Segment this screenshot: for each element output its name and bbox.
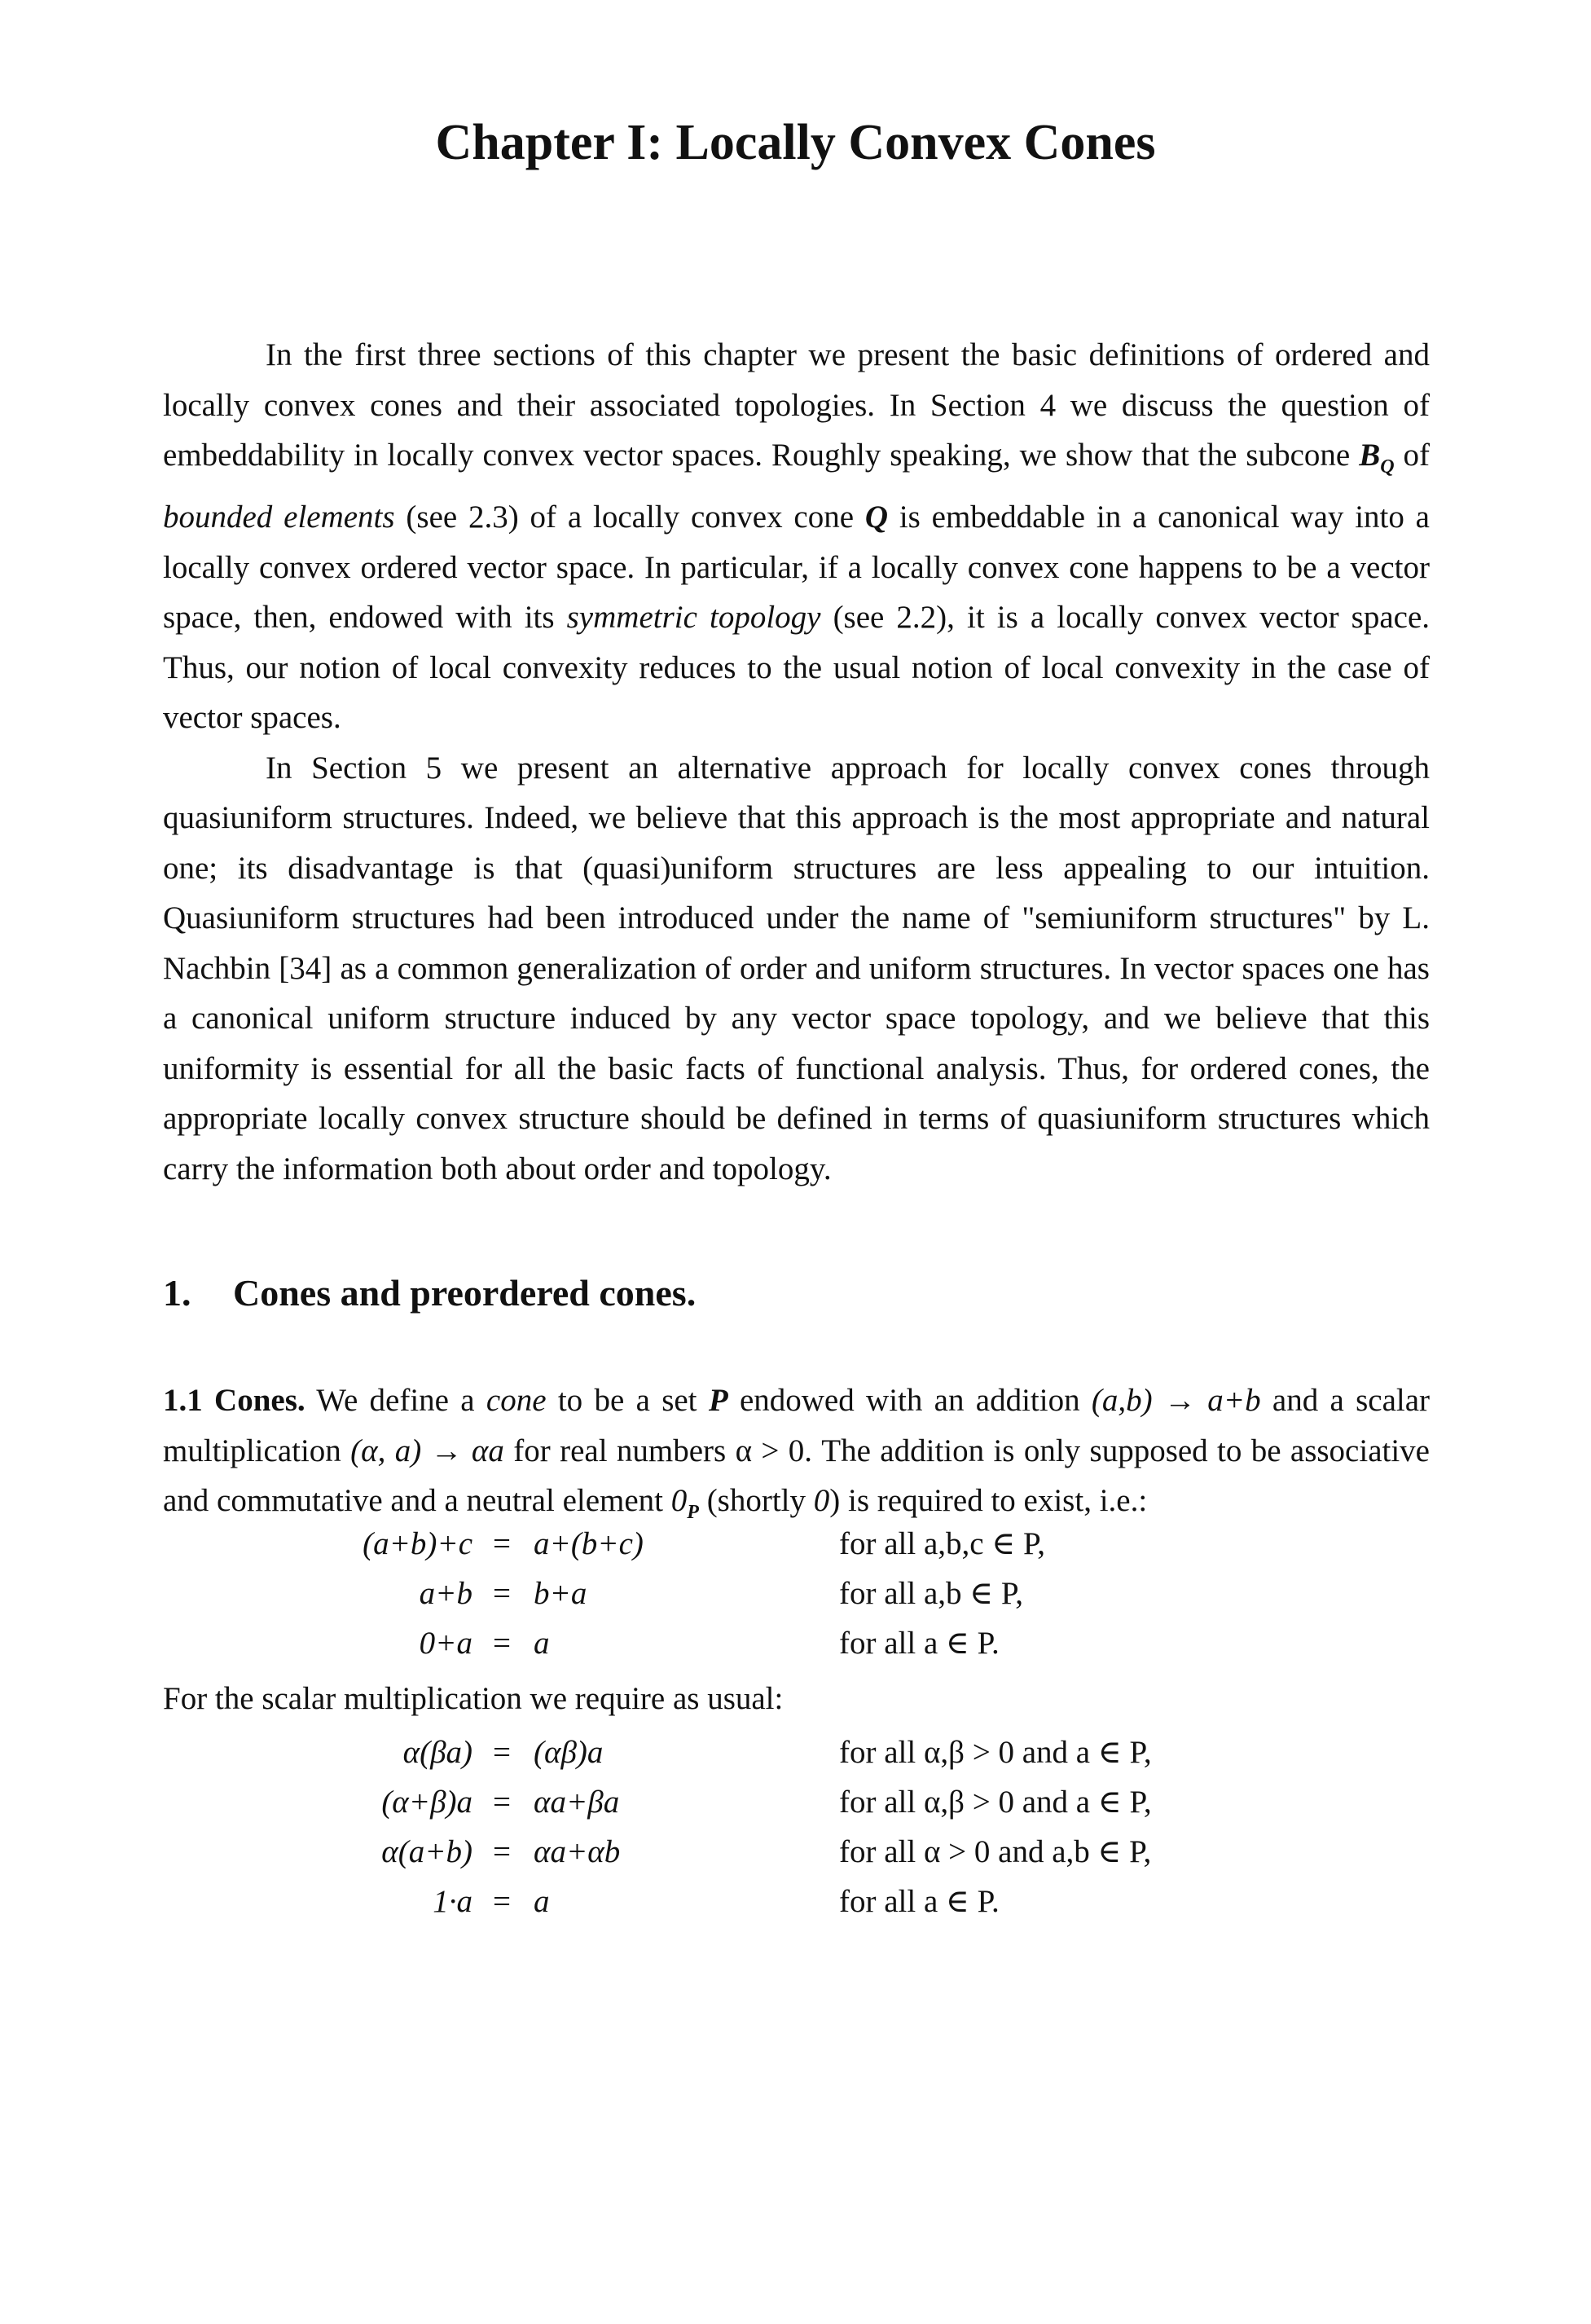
section-number: 1. xyxy=(163,1272,191,1314)
chapter-introduction xyxy=(163,330,1430,1194)
section-heading xyxy=(163,1271,696,1314)
equation-row: (a+b)+c = a+(b+c) for all a,b,c ∈ P, xyxy=(363,1526,1046,1561)
alpha-condition: α > 0. xyxy=(735,1433,812,1468)
scalar-axioms xyxy=(163,1734,1303,1933)
term-bounded-elements: bounded elements xyxy=(163,500,395,535)
addition-axioms xyxy=(163,1525,1303,1675)
addition-map: (a,b) → a+b xyxy=(1091,1383,1261,1418)
term-symmetric-topology: symmetric topology xyxy=(566,600,821,636)
equation-row: a+b = b+a for all a,b ∈ P, xyxy=(419,1576,1024,1611)
neutral-element: 0 xyxy=(670,1483,688,1518)
subcone-symbol: B xyxy=(1359,438,1381,473)
term-cone: cone xyxy=(486,1383,547,1418)
intro-paragraph-2: In Section 5 we present an alternative approach for locally convex cones through quasiuniform structures. Indeed, we believe that this approach is the most appropriate and natural one; its disadvantage is that (quasi)uniform structures are less appealing to our intuition. Quasiuniform structures had been introduced under the name of "semiuniform structures" by L. Nachbin [34] as a common generalization of order and uniform structures. In vector spaces one has a canonical uniform structure induced by any vector space topology, and we believe that this uniformity is essential for all the basic facts of functional analysis. Thus, for ordered cones, the appropriate locally convex structure should be defined in terms of quasiuniform structures which carry the information both about order and topology. xyxy=(163,750,1430,1186)
definition-label: 1.1 Cones. xyxy=(163,1383,305,1418)
equation-row: (α+β)a = αa+βa for all α,β > 0 and a ∈ P, xyxy=(381,1785,1152,1820)
definition-text: 1.1 Cones. We define a cone to be a set P endowed with an addition (a,b) → a+b and a scalar multiplication (α, a) → αa for real numbers α > 0. The addition is only supposed to be associative and commutative and a neutral element $0_P$ (shortly 0) is required to exist, i.e.: xyxy=(163,1383,1431,1523)
intro-paragraph-1: In the first three sections of this chapter we present the basic definitions of ordered and locally convex cones and their associated topologies. In Section 4 we discuss the question of embeddability in locally convex vector spaces. Roughly speaking, we show that the subcone $B_Q$ of bounded elements (see 2.3) of a locally convex cone Q is embeddable in a canonical way into a locally convex ordered vector space. In particular, if a locally convex cone happens to be a vector space, then, endowed with its symmetric topology (see 2.2), it is a locally convex vector space. Thus, our notion of local convexity reduces to the usual notion of local convexity in the case of vector spaces. xyxy=(163,337,1431,736)
equation-row: α(βa) = (αβ)a for all α,β > 0 and a ∈ P, xyxy=(402,1735,1152,1770)
cone-symbol-q: Q xyxy=(864,500,888,535)
equation-row: 1·a = a for all a ∈ P. xyxy=(433,1884,1000,1919)
scalar-intro: For the scalar multiplication we require as usual: xyxy=(163,1681,784,1716)
section-title: Cones and preordered cones. xyxy=(233,1272,697,1314)
definition-cones xyxy=(163,1375,1430,1538)
equation-row: 0+a = a for all a ∈ P. xyxy=(419,1626,1000,1661)
chapter-title: Chapter I: Locally Convex Cones xyxy=(435,115,1156,170)
equation-row: α(a+b) = αa+αb for all α > 0 and a,b ∈ P, xyxy=(381,1834,1152,1869)
scalar-map: (α, a) → αa xyxy=(350,1433,504,1468)
set-symbol-p: P xyxy=(708,1383,728,1418)
